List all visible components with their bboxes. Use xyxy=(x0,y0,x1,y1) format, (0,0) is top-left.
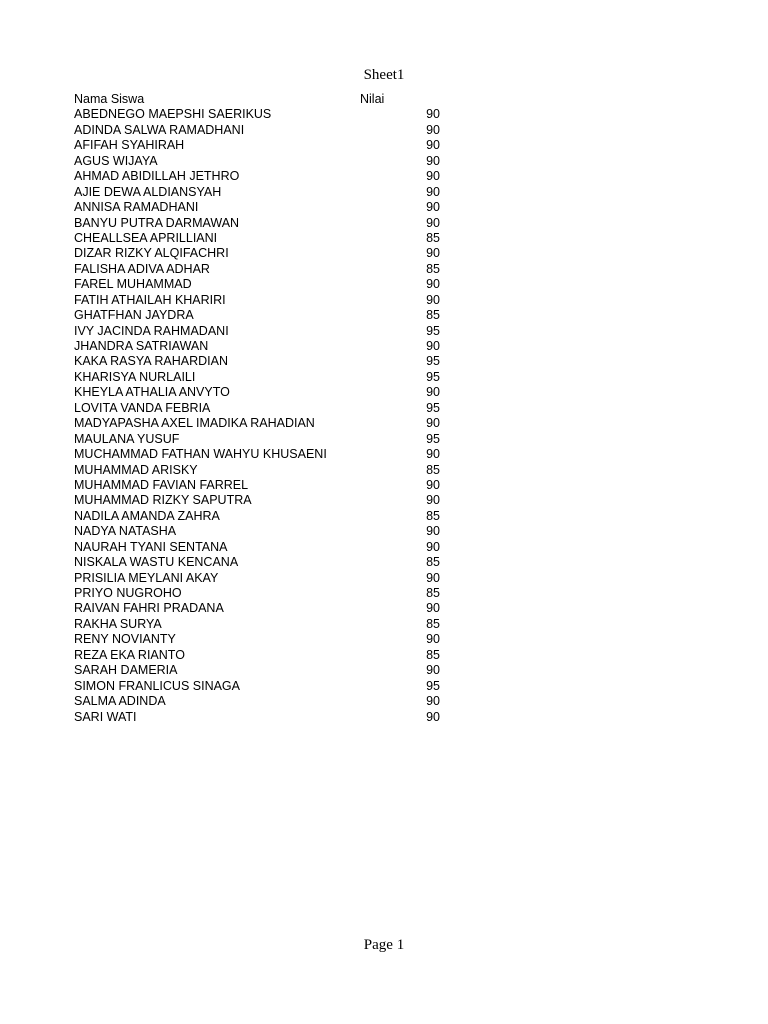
student-score: 90 xyxy=(426,184,440,199)
student-score: 85 xyxy=(426,647,440,662)
student-name: MADYAPASHA AXEL IMADIKA RAHADIAN xyxy=(74,416,315,431)
student-name: KHEYLA ATHALIA ANVYTO xyxy=(74,385,230,400)
student-name: DIZAR RIZKY ALQIFACHRI xyxy=(74,246,229,261)
table-row xyxy=(74,586,440,601)
table-row xyxy=(74,416,440,431)
table-row xyxy=(74,277,440,292)
student-score: 90 xyxy=(426,447,440,462)
student-name: ABEDNEGO MAEPSHI SAERIKUS xyxy=(74,107,272,122)
table-row xyxy=(74,107,440,122)
student-name: GHATFHAN JAYDRA xyxy=(74,308,194,323)
student-name: REZA EKA RIANTO xyxy=(74,647,185,662)
student-score: 90 xyxy=(426,663,440,678)
table-row xyxy=(74,185,440,200)
student-score: 90 xyxy=(426,153,440,168)
student-name: SARI WATI xyxy=(74,709,137,724)
table-row xyxy=(74,123,440,138)
student-name: AFIFAH SYAHIRAH xyxy=(74,138,185,153)
table-row xyxy=(74,401,440,416)
student-score-table xyxy=(74,92,440,725)
header-name: Nama Siswa xyxy=(74,92,145,106)
student-score: 90 xyxy=(426,138,440,153)
student-score: 90 xyxy=(426,122,440,137)
table-row xyxy=(74,138,440,153)
table-row xyxy=(74,324,440,339)
student-name: NADYA NATASHA xyxy=(74,524,177,539)
student-score: 85 xyxy=(426,508,440,523)
student-score: 90 xyxy=(426,292,440,307)
page-footer: Page 1 xyxy=(363,937,405,953)
student-score: 90 xyxy=(426,524,440,539)
table-row xyxy=(74,154,440,169)
student-score: 90 xyxy=(426,200,440,215)
student-name: RAIVAN FAHRI PRADANA xyxy=(74,601,224,616)
table-row xyxy=(74,632,440,647)
student-score: 95 xyxy=(426,678,440,693)
table-header-row xyxy=(74,92,440,107)
table-row xyxy=(74,231,440,246)
student-name: LOVITA VANDA FEBRIA xyxy=(74,400,211,415)
table-row xyxy=(74,246,440,261)
table-row xyxy=(74,493,440,508)
table-row xyxy=(74,308,440,323)
table-row xyxy=(74,354,440,369)
student-score: 90 xyxy=(426,477,440,492)
student-score: 85 xyxy=(426,230,440,245)
table-row xyxy=(74,540,440,555)
header-score: Nilai xyxy=(360,92,385,106)
student-name: AGUS WIJAYA xyxy=(74,153,158,168)
student-name: MUHAMMAD ARISKY xyxy=(74,462,198,477)
student-score: 90 xyxy=(426,694,440,709)
student-score: 85 xyxy=(426,462,440,477)
table-row xyxy=(74,601,440,616)
table-row xyxy=(74,216,440,231)
student-score: 90 xyxy=(426,416,440,431)
table-body xyxy=(74,107,440,725)
student-name: PRIYO NUGROHO xyxy=(74,586,182,600)
student-name: PRISILIA MEYLANI AKAY xyxy=(74,570,219,585)
student-score: 90 xyxy=(426,493,440,508)
table-row xyxy=(74,432,440,447)
table-row xyxy=(74,679,440,694)
student-score: 95 xyxy=(426,400,440,415)
student-name: MAULANA YUSUF xyxy=(74,431,180,446)
table-row xyxy=(74,262,440,277)
table-row xyxy=(74,648,440,663)
student-score: 95 xyxy=(426,369,440,384)
table-row xyxy=(74,571,440,586)
student-name: SIMON FRANLICUS SINAGA xyxy=(74,678,240,693)
table-row xyxy=(74,293,440,308)
table-row xyxy=(74,555,440,570)
student-name: FATIH ATHAILAH KHARIRI xyxy=(74,292,226,307)
table-row xyxy=(74,169,440,184)
student-score: 90 xyxy=(426,709,440,724)
table-row xyxy=(74,509,440,524)
student-name: MUHAMMAD FAVIAN FARREL xyxy=(74,477,249,492)
student-score: 90 xyxy=(426,539,440,554)
student-score: 90 xyxy=(426,169,440,184)
student-name: SARAH DAMERIA xyxy=(74,663,178,678)
sheet-title: Sheet1 xyxy=(363,67,405,83)
student-name: FALISHA ADIVA ADHAR xyxy=(74,261,210,276)
table-row xyxy=(74,478,440,493)
student-name: KAKA RASYA RAHARDIAN xyxy=(74,354,228,369)
student-name: IVY JACINDA RAHMADANI xyxy=(74,323,229,338)
student-score: 95 xyxy=(426,431,440,446)
student-name: MUCHAMMAD FATHAN WAHYU KHUSAENI xyxy=(74,447,327,462)
table-row xyxy=(74,694,440,709)
student-score: 85 xyxy=(426,586,440,600)
table-row xyxy=(74,524,440,539)
table-row xyxy=(74,339,440,354)
student-score: 90 xyxy=(426,632,440,647)
student-score: 95 xyxy=(426,323,440,338)
student-name: JHANDRA SATRIAWAN xyxy=(74,339,209,353)
student-name: SALMA ADINDA xyxy=(74,694,166,709)
student-score: 90 xyxy=(426,385,440,400)
table-row xyxy=(74,463,440,478)
table-row xyxy=(74,370,440,385)
student-name: NISKALA WASTU KENCANA xyxy=(74,555,239,570)
student-name: CHEALLSEA APRILLIANI xyxy=(74,230,218,245)
student-score: 90 xyxy=(426,601,440,616)
table-row xyxy=(74,447,440,462)
student-score: 90 xyxy=(426,570,440,585)
student-score: 85 xyxy=(426,308,440,323)
table-row xyxy=(74,617,440,632)
student-score: 90 xyxy=(426,107,440,122)
student-score: 95 xyxy=(426,354,440,369)
student-name: MUHAMMAD RIZKY SAPUTRA xyxy=(74,493,252,508)
student-name: RAKHA SURYA xyxy=(74,616,162,631)
student-name: BANYU PUTRA DARMAWAN xyxy=(74,215,240,230)
table-row xyxy=(74,663,440,678)
student-name: ANNISA RAMADHANI xyxy=(74,200,199,215)
student-name: NAURAH TYANI SENTANA xyxy=(74,539,228,554)
student-name: AHMAD ABIDILLAH JETHRO xyxy=(74,169,240,184)
table-row xyxy=(74,200,440,215)
table-row xyxy=(74,385,440,400)
table-row xyxy=(74,710,440,725)
student-name: RENY NOVIANTY xyxy=(74,632,176,647)
student-score: 90 xyxy=(426,339,440,353)
student-name: NADILA AMANDA ZAHRA xyxy=(74,508,220,523)
student-score: 85 xyxy=(426,261,440,276)
student-score: 90 xyxy=(426,215,440,230)
student-score: 90 xyxy=(426,246,440,261)
student-name: AJIE DEWA ALDIANSYAH xyxy=(74,184,222,199)
student-name: ADINDA SALWA RAMADHANI xyxy=(74,122,245,137)
student-score: 85 xyxy=(426,616,440,631)
student-score: 90 xyxy=(426,277,440,292)
student-name: FAREL MUHAMMAD xyxy=(74,277,192,292)
student-score: 85 xyxy=(426,555,440,570)
student-name: KHARISYA NURLAILI xyxy=(74,369,196,384)
